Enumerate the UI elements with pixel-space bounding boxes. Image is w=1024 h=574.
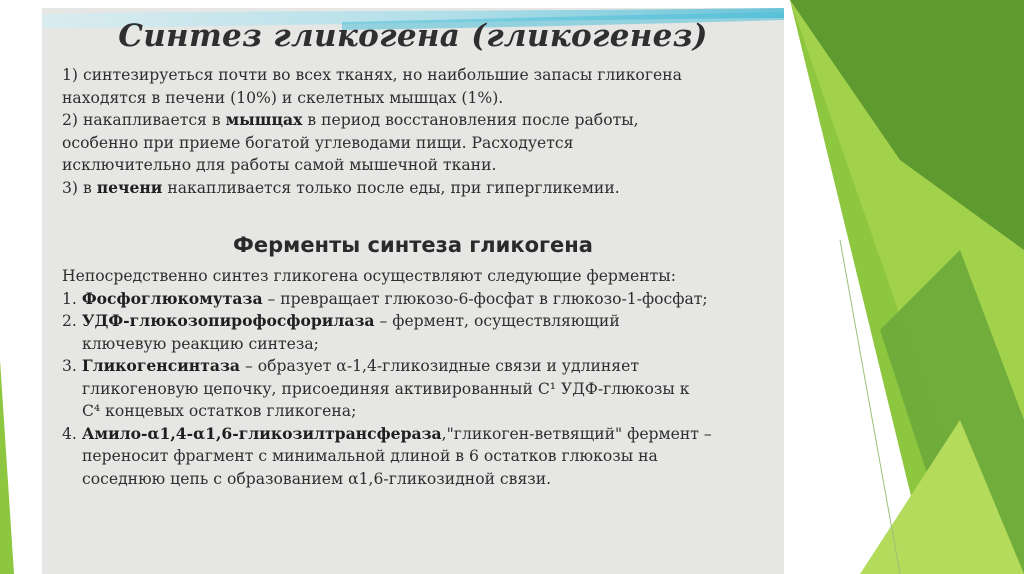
enzyme-name: Амило-α1,4-α1,6-гликозилтрансфераза xyxy=(81,423,442,443)
left-green-sliver xyxy=(0,360,14,574)
enzyme-item: 3. Гликогенсинтаза – образует α-1,4-гликозидные связи и удлиняет xyxy=(62,356,639,375)
intro-line: 1) синтезируеться почти во всех тканях, но наибольшие запасы гликогена xyxy=(62,66,682,84)
enzymes-block xyxy=(62,265,712,490)
enzyme-item-continuation: соседнюю цепь с образованием α1,6-гликозидной связи. xyxy=(82,469,552,488)
enzyme-item: 4. Амило-α1,4-α1,6-гликозилтрансфераза,"гликоген-ветвящий" фермент – xyxy=(62,423,712,443)
enzyme-name: Гликогенсинтаза xyxy=(81,356,241,375)
intro-block xyxy=(62,64,682,199)
slide-title: Синтез гликогена (гликогенез) xyxy=(118,18,708,54)
section-subtitle: Ферменты синтеза гликогена xyxy=(233,233,593,257)
enzyme-name: УДФ-глюкозопирофосфорилаза xyxy=(81,311,375,330)
enzyme-item: 2. УДФ-глюкозопирофосфорилаза – фермент, осуществляющий xyxy=(62,311,620,330)
enzyme-item-continuation: переносит фрагмент с минимальной длиной в 6 остатков глюкозы на xyxy=(82,447,658,465)
enzyme-item-continuation: С⁴ концевых остатков гликогена; xyxy=(82,402,357,420)
enzyme-item-continuation: ключевую реакцию синтеза; xyxy=(82,334,319,353)
intro-line: исключительно для работы самой мышечной ткани. xyxy=(62,156,497,174)
enzyme-item-continuation: гликогеновую цепочку, присоединяя активированный С¹ УДФ-глюкозы к xyxy=(82,379,690,398)
enzyme-name: Фосфоглюкомутаза xyxy=(81,288,263,308)
enzymes-lead: Непосредственно синтез гликогена осуществляют следующие ферменты: xyxy=(62,267,676,285)
intro-line: 3) в печени накапливается только после еды, при гипергликемии. xyxy=(62,177,620,197)
intro-line: особенно при приеме богатой углеводами пищи. Расходуется xyxy=(62,133,574,152)
slide-content-panel xyxy=(42,8,784,574)
intro-line: находятся в печени (10%) и скелетных мышцах (1%). xyxy=(62,88,504,107)
enzyme-item: 1. Фосфоглюкомутаза – превращает глюкозо-6-фосфат в глюкозо-1-фосфат; xyxy=(62,288,708,308)
bold-term: печени xyxy=(96,177,163,197)
intro-line: 2) накапливается в мышцах в период восстановления после работы, xyxy=(62,110,639,129)
bold-term: мышцах xyxy=(225,110,303,129)
